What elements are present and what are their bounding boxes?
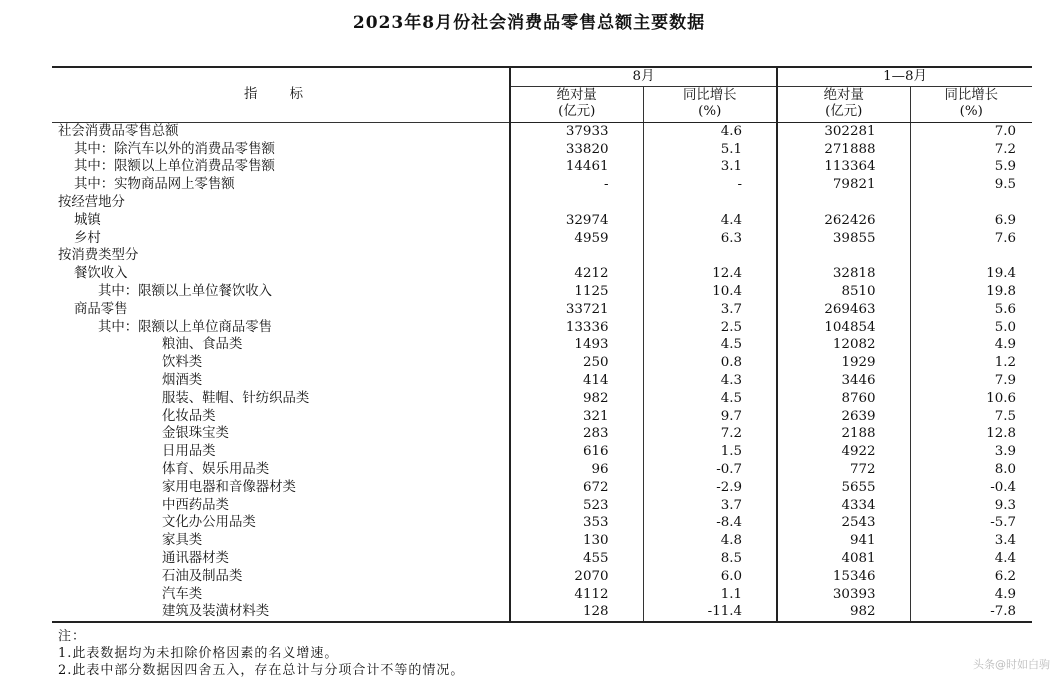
ytd-abs-cell: 4081 [777,550,910,568]
table-row [52,212,1032,230]
aug-abs-cell: 33820 [510,141,643,159]
table-row [52,141,1032,159]
table-row [52,603,1032,622]
row-label: 文化办公用品类 [162,515,256,531]
ytd-growth-cell: 7.2 [910,141,1032,159]
aug-abs-cell: 130 [510,532,643,550]
table-row [52,461,1032,479]
aug-growth-cell: 6.0 [643,568,777,586]
ytd-growth-cell: 5.0 [910,319,1032,337]
aug-abs-cell: 250 [510,354,643,372]
aug-abs-cell [510,247,643,265]
row-label: 服装、鞋帽、针纺织品类 [162,390,310,406]
aug-growth-cell: -11.4 [643,603,777,622]
row-label: 建筑及装潢材料类 [52,603,510,622]
growth-label: 同比增长 [682,88,737,104]
aug-growth-cell: 9.7 [643,408,777,426]
aug-abs-cell: 33721 [510,301,643,319]
ytd-growth-cell: 6.2 [910,568,1032,586]
aug-abs-cell: 982 [510,390,643,408]
aug-growth-cell: 2.5 [643,319,777,337]
ytd-abs-cell: 3446 [777,372,910,390]
row-label: 中西药品类 [162,497,229,513]
aug-abs-cell: 32974 [510,212,643,230]
aug-growth-cell: 8.5 [643,550,777,568]
aug-abs-cell: 13336 [510,319,643,337]
aug-growth-cell: 12.4 [643,265,777,283]
watermark: 头条@时如白驹 [973,658,1050,671]
table-row [52,479,1032,497]
ytd-abs-cell: 15346 [777,568,910,586]
group-header-ytd: 1—8月 [777,67,1032,86]
ytd-growth-cell: 19.8 [910,283,1032,301]
ytd-growth-cell: 19.4 [910,265,1032,283]
page-title: 2023年8月份社会消费品零售总额主要数据 [352,13,706,33]
aug-abs-cell: 4212 [510,265,643,283]
ytd-abs-cell: 262426 [777,212,910,230]
ytd-growth-cell: 4.4 [910,550,1032,568]
ytd-abs-cell: 941 [777,532,910,550]
aug-abs-header [510,86,643,122]
row-label: 城镇 [74,212,101,228]
row-label: 通讯器材类 [162,550,229,566]
ytd-abs-cell: 12082 [777,336,910,354]
ytd-growth-cell: 3.4 [910,532,1032,550]
aug-abs-cell: 14461 [510,158,643,176]
row-label: 其中：限额以上单位消费品零售额 [74,159,275,175]
ytd-abs-cell: 772 [777,461,910,479]
row-label: 其中：限额以上单位商品零售 [98,319,273,335]
row-label: 其中：实物商品网上零售额 [74,177,235,193]
table-row [52,247,1032,265]
aug-growth-cell: 1.1 [643,586,777,604]
ytd-abs-cell: 982 [777,603,910,622]
row-label: 其中：除汽车以外的消费品零售额 [74,141,275,157]
ytd-abs-cell: 1929 [777,354,910,372]
table-row [52,443,1032,461]
aug-abs-cell: 4112 [510,586,643,604]
aug-growth-cell: 3.7 [643,301,777,319]
ytd-abs-cell: 271888 [777,141,910,159]
aug-abs-cell: 523 [510,497,643,515]
aug-growth-cell: 4.4 [643,212,777,230]
note-item: 1.此表数据均为未扣除价格因素的名义增速。 [58,646,339,661]
ytd-abs-header [777,86,910,122]
ytd-growth-cell [910,247,1032,265]
aug-abs-cell: 455 [510,550,643,568]
row-label: 体育、娱乐用品类 [162,461,270,477]
row-label: 按经营地分 [58,194,125,210]
aug-growth-cell: 10.4 [643,283,777,301]
ytd-abs-cell [777,194,910,212]
ytd-abs-cell: 39855 [777,230,910,248]
aug-abs-cell: 1125 [510,283,643,301]
aug-growth-cell: 3.7 [643,497,777,515]
aug-growth-cell [643,247,777,265]
table-row [52,497,1032,515]
ytd-growth-cell: -0.4 [910,479,1032,497]
row-label: 商品零售 [74,301,128,317]
table-row [52,265,1032,283]
aug-growth-cell: 3.1 [643,158,777,176]
row-label: 日用品类 [162,444,216,460]
ytd-growth-cell: 7.9 [910,372,1032,390]
aug-growth-cell: 4.6 [643,122,777,140]
aug-abs-cell: 1493 [510,336,643,354]
note-item: 2.此表中部分数据因四舍五入，存在总计与分项合计不等的情况。 [58,663,465,678]
row-label: 家具类 [162,533,203,549]
table-row [52,586,1032,604]
table-row [52,176,1032,194]
table-row [52,301,1032,319]
ytd-growth-cell: -7.8 [910,603,1032,622]
retail-sales-table [52,66,1032,623]
ytd-growth-cell: 1.2 [910,354,1032,372]
aug-abs-cell: 96 [510,461,643,479]
ytd-growth-cell: 7.6 [910,230,1032,248]
ytd-abs-cell: 113364 [777,158,910,176]
aug-abs-cell: 128 [510,603,643,622]
ytd-growth-cell: 8.0 [910,461,1032,479]
table-body [52,122,1032,622]
ytd-abs-cell: 2188 [777,425,910,443]
aug-growth-cell: 1.5 [643,443,777,461]
ytd-abs-cell: 79821 [777,176,910,194]
ytd-growth-cell: 6.9 [910,212,1032,230]
ytd-abs-cell: 269463 [777,301,910,319]
table-row [52,158,1032,176]
aug-abs-cell: 353 [510,514,643,532]
abs-unit: (亿元) [825,104,863,120]
abs-label: 绝对量 [556,88,597,104]
ytd-growth-cell: 3.9 [910,443,1032,461]
aug-abs-cell: 4959 [510,230,643,248]
ytd-abs-cell: 2639 [777,408,910,426]
ytd-growth-cell: -5.7 [910,514,1032,532]
ytd-growth-cell: 9.5 [910,176,1032,194]
growth-unit: (%) [959,104,983,120]
aug-growth-cell: 4.5 [643,336,777,354]
table-row [52,568,1032,586]
indicator-header: 指 标 [52,67,510,122]
table-row [52,283,1032,301]
notes [58,628,464,679]
ytd-growth-cell [910,194,1032,212]
ytd-abs-cell: 104854 [777,319,910,337]
row-label: 餐饮收入 [74,266,128,282]
row-label: 按消费类型分 [58,248,139,264]
aug-abs-cell: 616 [510,443,643,461]
table-row [52,336,1032,354]
aug-growth-header [643,86,777,122]
table-row [52,532,1032,550]
aug-growth-cell: 7.2 [643,425,777,443]
aug-growth-cell: -0.7 [643,461,777,479]
ytd-growth-cell: 4.9 [910,336,1032,354]
growth-label: 同比增长 [944,88,999,104]
aug-abs-cell [510,194,643,212]
table-row [52,514,1032,532]
ytd-growth-cell: 7.5 [910,408,1032,426]
aug-abs-cell: - [510,176,643,194]
aug-growth-cell: 4.3 [643,372,777,390]
notes-heading: 注： [58,629,87,644]
aug-growth-cell: 6.3 [643,230,777,248]
table-row [52,319,1032,337]
aug-growth-cell: -2.9 [643,479,777,497]
ytd-abs-cell [777,247,910,265]
abs-label: 绝对量 [823,88,864,104]
table-row [52,372,1032,390]
aug-abs-cell: 283 [510,425,643,443]
ytd-growth-cell: 7.0 [910,122,1032,140]
abs-unit: (亿元) [558,104,596,120]
ytd-growth-cell: 9.3 [910,497,1032,515]
ytd-abs-cell: 8510 [777,283,910,301]
aug-growth-cell: 0.8 [643,354,777,372]
row-label: 石油及制品类 [162,568,243,584]
growth-unit: (%) [698,104,722,120]
aug-growth-cell [643,194,777,212]
row-label: 饮料类 [162,355,203,371]
row-label: 烟酒类 [162,372,203,388]
ytd-growth-cell: 5.9 [910,158,1032,176]
ytd-abs-cell: 2543 [777,514,910,532]
row-label: 化妆品类 [162,408,216,424]
table-row [52,230,1032,248]
aug-abs-cell: 2070 [510,568,643,586]
aug-abs-cell: 414 [510,372,643,390]
ytd-growth-header [910,86,1032,122]
aug-growth-cell: 5.1 [643,141,777,159]
aug-abs-cell: 37933 [510,122,643,140]
ytd-abs-cell: 4334 [777,497,910,515]
table-row [52,122,1032,140]
ytd-abs-cell: 8760 [777,390,910,408]
ytd-growth-cell: 4.9 [910,586,1032,604]
table-row [52,390,1032,408]
aug-growth-cell: 4.8 [643,532,777,550]
aug-growth-cell: -8.4 [643,514,777,532]
table-row [52,354,1032,372]
group-header-aug: 8月 [510,67,777,86]
table-row [52,550,1032,568]
table-row [52,408,1032,426]
ytd-growth-cell: 5.6 [910,301,1032,319]
table-row [52,194,1032,212]
row-label: 汽车类 [162,586,203,602]
aug-abs-cell: 672 [510,479,643,497]
row-label: 家用电器和音像器材类 [162,479,296,495]
row-label: 其中：限额以上单位餐饮收入 [98,283,273,299]
ytd-growth-cell: 10.6 [910,390,1032,408]
table-row [52,425,1032,443]
ytd-abs-cell: 4922 [777,443,910,461]
row-label: 粮油、食品类 [162,337,243,353]
ytd-growth-cell: 12.8 [910,425,1032,443]
ytd-abs-cell: 302281 [777,122,910,140]
ytd-abs-cell: 5655 [777,479,910,497]
row-label: 金银珠宝类 [162,426,229,442]
row-label: 社会消费品零售总额 [58,123,179,139]
ytd-abs-cell: 32818 [777,265,910,283]
aug-growth-cell: 4.5 [643,390,777,408]
row-label: 乡村 [74,230,101,246]
aug-abs-cell: 321 [510,408,643,426]
ytd-abs-cell: 30393 [777,586,910,604]
aug-growth-cell: - [643,176,777,194]
